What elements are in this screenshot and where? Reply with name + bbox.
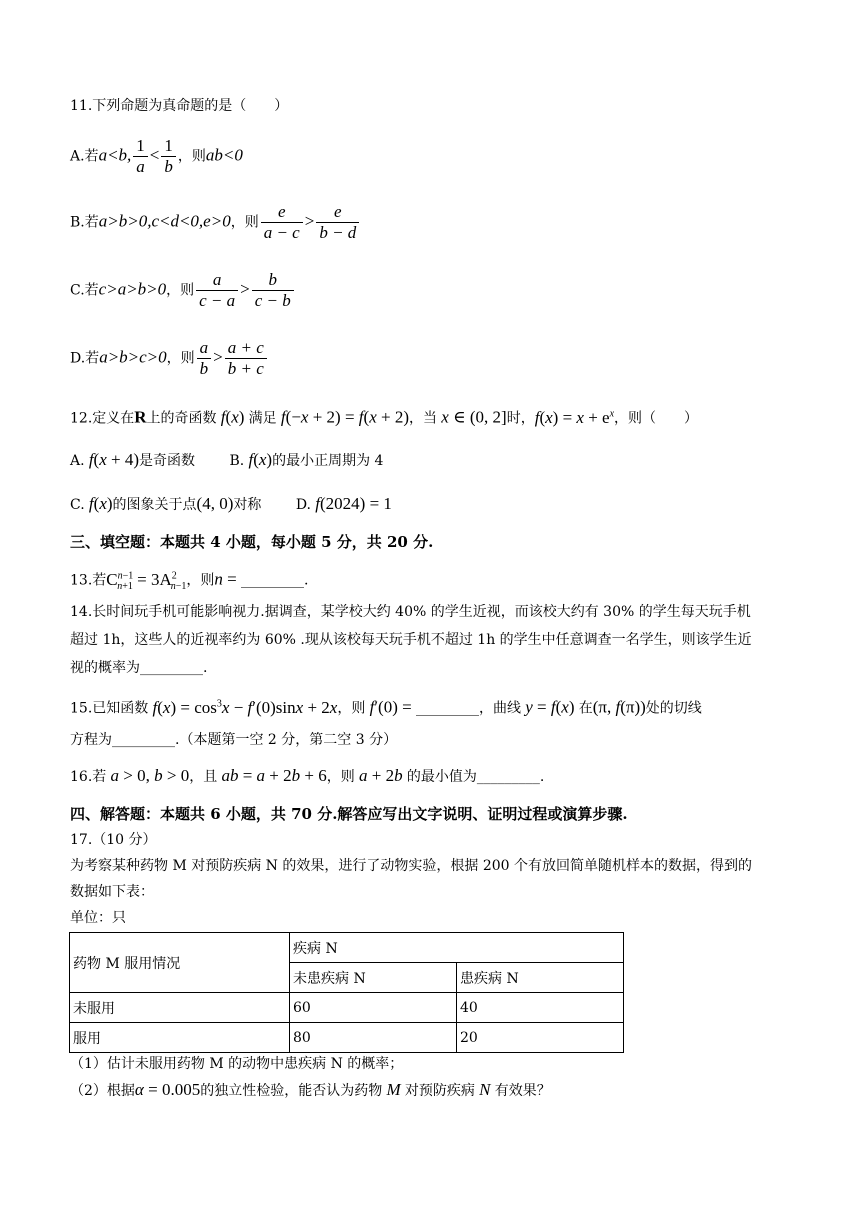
- table-row: 服用 80 20: [70, 1023, 624, 1053]
- q17-sub-2: （2）根据α = 0.005的独立性检验，能否认为药物 M 对预防疾病 N 有效果？: [70, 1080, 551, 1099]
- row-header: 药物 M 服用情况: [70, 933, 290, 993]
- table-row: 未服用 60 40: [70, 993, 624, 1023]
- col-group-header: 疾病 N: [290, 933, 624, 963]
- q17-head: 17.（10 分）: [70, 832, 157, 848]
- col-header: 患疾病 N: [457, 963, 624, 993]
- q14-line-2: 超过 1h，这些人的近视率约为 60% .现从该校每天玩手机不超过 1h 的学生中任意调查一名学生，则该学生近: [70, 632, 752, 648]
- fraction: $\frac{b}{c - b}$: [252, 270, 294, 311]
- q11-option-c: C.若c>a>b>0，则 $\frac{a}{c - a}$ > $\frac{b}{c - b}$: [70, 270, 296, 311]
- q16: 16.若 a > 0, b > 0，且 ab = a + 2b + 6，则 a + 2b 的最小值为_________.: [70, 766, 545, 785]
- fraction: $\frac{e}{b - d}$: [316, 202, 359, 243]
- col-header: 未患疾病 N: [290, 963, 457, 993]
- q12-options-ab: A. f(x + 4)是奇函数 B. f(x)的最小正周期为 4: [70, 450, 384, 469]
- q11-stem: 11.下列命题为真命题的是（ ）: [70, 98, 289, 114]
- q12-stem: 12.定义在R上的奇函数 f(x) 满足 f(−x + 2) = f(x + 2)，当 x ∈ (0, 2]时，$f(x) = x + e^x$，则（ ）: [70, 407, 699, 427]
- fraction: $\frac{1}{b}$: [161, 136, 176, 177]
- q15-line-1: 15.已知函数 $f(x) = \cos^3x - f'(0)\sin x + 2x$，则 f′(0) = _________，曲线 y = f(x) 在(π, f(π))处的切线: [70, 697, 702, 717]
- fraction: $\frac{a + c}{b + c}$: [225, 338, 267, 379]
- section-heading: 四、解答题：本题共 6 小题，共 70 分.解答应写出文字说明、证明过程或演算步骤.: [70, 805, 628, 823]
- fraction: $\frac{a}{c - a}$: [196, 270, 238, 311]
- q17-line-1: 为考察某种药物 M 对预防疾病 N 的效果，进行了动物实验，根据 200 个有放回简单随机样本的数据，得到的: [70, 858, 753, 874]
- q11-option-a: A.若a<b, $\frac{1}{a}$ < $\frac{1}{b}$ ，则ab<0: [70, 136, 243, 176]
- q11-option-d: D.若a>b>c>0，则 $\frac{a}{b}$ > $\frac{a + c}{b + c}$: [70, 338, 269, 379]
- fraction: $\frac{1}{a}$: [133, 136, 148, 177]
- q17-line-2: 数据如下表：: [70, 884, 154, 900]
- fraction: $\frac{a}{b}$: [197, 338, 212, 379]
- q17-unit: 单位：只: [70, 910, 126, 926]
- q15-line-2: 方程为_________.（本题第一空 2 分，第二空 3 分）: [70, 732, 398, 748]
- q12-options-cd: C. f(x)的图象关于点(4, 0)对称 D. f(2024) = 1: [70, 494, 392, 513]
- q14-line-3: 视的概率为_________.: [70, 660, 208, 676]
- q17-sub-1: （1）估计未服用药物 M 的动物中患疾病 N 的概率；: [70, 1056, 404, 1072]
- q11-option-b: B.若a>b>0,c<d<0,e>0，则 $\frac{e}{a - c}$ > $\frac{e}{b - d}$: [70, 202, 361, 243]
- q13: 13.若$C^{n-1}_{n+1} = 3A^2_{n-1}$，则n = _________.: [70, 569, 309, 593]
- data-table: [69, 932, 624, 1053]
- fraction: $\frac{e}{a - c}$: [261, 202, 303, 243]
- q14-line-1: 14.长时间玩手机可能影响视力.据调查，某学校大约 40% 的学生近视，而该校大约有 30% 的学生每天玩手机: [70, 604, 751, 620]
- section-heading: 三、填空题：本题共 4 小题，每小题 5 分，共 20 分.: [70, 533, 434, 551]
